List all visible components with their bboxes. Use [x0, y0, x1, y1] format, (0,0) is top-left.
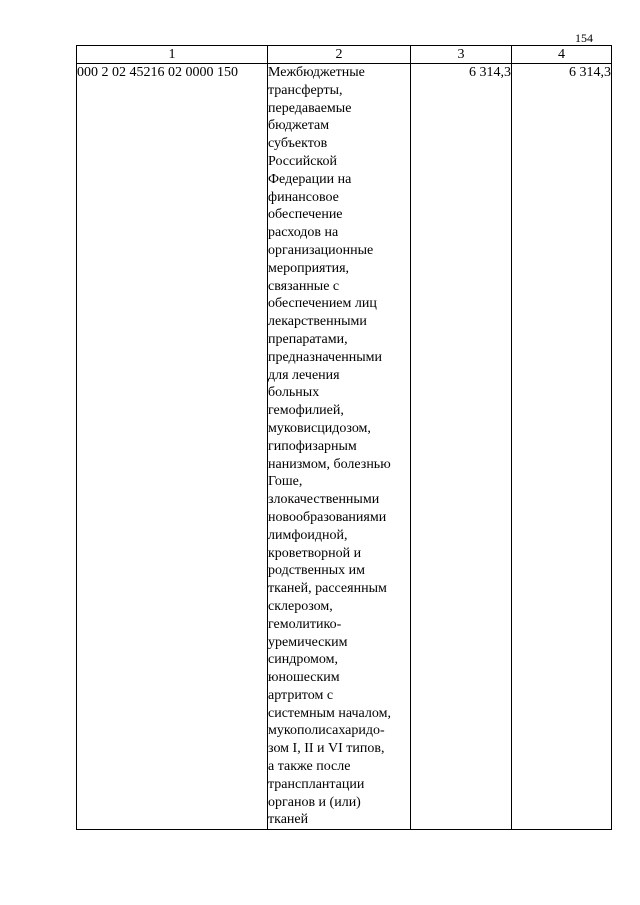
description-line: финансовое [268, 189, 339, 205]
table-header-row [77, 46, 612, 64]
description-line: кроветворной и [268, 545, 362, 561]
description-line: синдромом, [268, 652, 339, 668]
description-line: бюджетам [268, 118, 330, 134]
description-line: передаваемые [268, 100, 352, 116]
description-cell [268, 64, 411, 830]
column-header-4: 4 [512, 46, 612, 64]
description-line: мукополисахаридо- [268, 723, 385, 739]
amount-cell-col3: 6 314,3 [411, 64, 512, 830]
amount-cell-col4: 6 314,3 [512, 64, 612, 830]
description-line: Межбюджетные [268, 65, 365, 80]
description-line: зом I, II и VI типов, [268, 741, 385, 757]
description-line: лимфоидной, [268, 527, 348, 543]
description-line: лекарственными [268, 314, 367, 330]
description-line: Российской [268, 153, 337, 169]
description-line: тканей, рассеянным [268, 581, 387, 597]
description-line: склерозом, [268, 598, 333, 614]
description-line: гемолитико- [268, 616, 342, 632]
description-line: больных [268, 385, 320, 401]
description-line: артритом с [268, 687, 334, 703]
description-line: злокачественными [268, 492, 380, 508]
description-line: Федерации на [268, 171, 352, 187]
description-line: связанные с [268, 278, 340, 294]
budget-table [76, 45, 612, 830]
description-line: обеспечение [268, 207, 343, 223]
description-line: для лечения [268, 367, 340, 383]
description-line: мероприятия, [268, 260, 350, 276]
description-line: препаратами, [268, 331, 348, 347]
column-header-3: 3 [411, 46, 512, 64]
description-line: а также после [268, 759, 351, 775]
description-line: субъектов [268, 136, 328, 152]
budget-code-cell: 000 2 02 45216 02 0000 150 [77, 64, 268, 830]
description-line: уремическим [268, 634, 348, 650]
description-line: юношеским [268, 670, 340, 686]
description-line: новообразованиями [268, 509, 387, 525]
description-line: расходов на [268, 225, 339, 241]
page-number: 154 [575, 31, 593, 45]
description-line: гипофизарным [268, 438, 357, 454]
description-line: трансплантации [268, 776, 365, 792]
description-line: трансферты, [268, 82, 343, 98]
table-row [77, 64, 612, 830]
description-line: родственных им [268, 563, 366, 579]
description-line: тканей [268, 812, 309, 828]
description-line: нанизмом, болезнью [268, 456, 391, 472]
description-line: системным началом, [268, 705, 391, 721]
column-header-1: 1 [77, 46, 268, 64]
description-line: организационные [268, 242, 374, 258]
column-header-2: 2 [268, 46, 411, 64]
description-line: органов и (или) [268, 794, 361, 810]
description-line: обеспечением лиц [268, 296, 377, 312]
description-line: предназначенными [268, 349, 383, 365]
description-line: муковисцидозом, [268, 420, 371, 436]
description-line: гемофилией, [268, 403, 344, 419]
description-line: Гоше, [268, 474, 303, 490]
